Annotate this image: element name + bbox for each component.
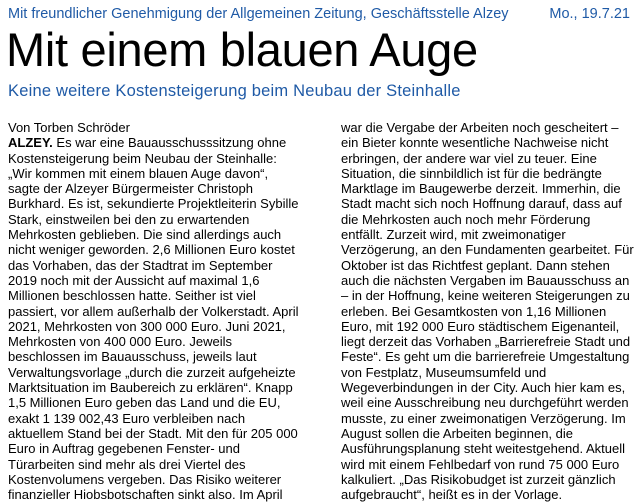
body-text-line: Ausführungsplanung steht weitestgehend. Aktuell [341,441,626,457]
body-text-line: Situation, die sinnbildlich ist für die bedrängte [341,165,602,181]
body-text-line: sagte der Alzeyer Bürgermeister Christoph [8,181,253,197]
body-text-line: „Wir kommen mit einem blauen Auge davon“, [8,165,269,181]
body-text-line: Verzögerung, an den Fundamenten gearbeitet. Für [341,242,634,258]
body-text-line: Euro in Auftrag gegebenen Fenster- und [8,441,240,457]
body-text-line: exakt 1 139 002,43 Euro verbleiben nach [8,410,246,426]
body-text-line: erleben. Bei Gesamtkosten von 1,16 Millionen [341,303,607,319]
body-text-line: liegt derzeit das Vorhaben „Barrierefreie Stadt und [341,334,631,350]
body-text-line: Stadt macht sich noch Hoffnung darauf, dass auf [341,196,622,212]
body-text-line: war die Vergabe der Arbeiten noch gescheitert – [341,120,619,135]
byline: Von Torben Schröder [8,120,130,135]
body-text-line: Wegeverbindungen in der City. Auch hier kam es, [341,380,626,396]
body-text-line: aufgebraucht“, heißt es in der Vorlage. [341,487,563,502]
body-text-line: finanzieller Hiobsbotschaften sinkt also. Im April [8,487,283,502]
body-text-line: kalkuliert. „Das Risikobudget ist zurzeit gänzlich [341,471,616,487]
body-text-line: wird mit einem Fehlbedarf von rund 75 000 Euro [341,456,620,472]
publication-date: Mo., 19.7.21 [549,6,630,22]
body-text-line: Türarbeiten sind mehr als drei Viertel des [8,456,246,472]
body-text-line: nicht weniger geworden. 2,6 Millionen Euro kostet [8,242,295,258]
body-text-line: entfällt. Zurzeit wird, mit zweimonatiger [341,227,566,243]
body-text-line: erbringen, der andere war viel zu teuer. Eine [341,150,597,166]
body-text-line: 2019 noch mit der Aussicht auf maximal 1,6 [8,272,260,288]
article-column-left [8,120,303,502]
article-title: Mit einem blauen Auge [6,23,478,76]
body-text-line: Kostenvolumens vergeben. Das Risiko weiterer [8,471,282,487]
body-text-line: – in der Hoffnung, keine weiteren Steigerungen zu [341,288,630,304]
body-text-line: weil eine Ausschreibung neu durchgeführt werden [341,395,629,411]
body-text-line: von Festplatz, Museumsumfeld und [341,364,547,380]
body-text-line: das Vorhaben, das der Stadtrat im September [8,257,273,273]
col2-lines [341,120,636,502]
body-text-line: aktuellem Stand bei der Stadt. Mit den für 205 000 [8,425,298,441]
body-text-line: Stark, einstweilen bei den zu erwartenden [8,211,250,227]
body-text-line: auch die nächsten Vergaben im Bauausschuss an [341,272,630,288]
body-text-line: Mehrkosten geblieben. Die sind allerdings auch [8,227,282,243]
body-text-line: 2021, Mehrkosten von 300 000 Euro. Juni 2021, [8,318,286,334]
body-text-line: Marktlage im Baugewerbe derzeit. Immerhin, die [341,181,621,197]
article-body [8,120,634,502]
col1-line-first [8,135,303,150]
col1-line-0: Es war eine Bauausschusssitzung ohne [56,135,287,151]
body-text-line: passiert, vor allem außerhalb der Volkerstadt. April [8,303,299,319]
courtesy-note: Mit freundlicher Genehmigung der Allgemeinen Zeitung, Geschäftsstelle Alzey [8,6,509,22]
body-text-line: Oktober ist das Richtfest geplant. Dann stehen [341,257,610,273]
body-text-line: musste, zu einer zweimonatigen Verzögerung. Im [341,410,626,426]
body-text-line: Verwaltungsvorlage „durch die zurzeit aufgeheizte [8,364,296,380]
body-text-line: Marktsituation im Baubereich zu erklären“. Knapp [8,380,293,396]
body-text-line: 1,5 Millionen Euro geben das Land und die EU, [8,395,281,411]
article-column-right [341,120,636,502]
body-text-line: Euro, mit 192 000 Euro städtischem Eigenanteil, [341,318,620,334]
body-text-line: Kostensteigerung beim Neubau der Steinhalle: [8,150,277,166]
body-text-line: August sollen die Arbeiten beginnen, die [341,425,574,441]
body-text-line: Feste“. Es geht um die barrierefreie Umgestaltung [341,349,630,365]
body-text-line: Millionen beschlossen hatte. Seither ist viel [8,288,256,304]
body-text-line: die Mehrkosten auch noch mehr Förderung [341,211,591,227]
article-subtitle: Keine weitere Kostensteigerung beim Neubau der Steinhalle [8,82,461,100]
dateline: ALZEY. [8,135,53,151]
body-text-line: Mehrkosten von 400 000 Euro. Jeweils [8,334,233,350]
body-text-line: beschlossen im Bauausschuss, jeweils laut [8,349,257,365]
body-text-line: Burkhard. Es ist, sekundierte Projektleiterin Sybille [8,196,299,212]
body-text-line: ein Bieter konnte wesentliche Nachweise nicht [341,135,609,151]
col1-lines [8,151,303,502]
